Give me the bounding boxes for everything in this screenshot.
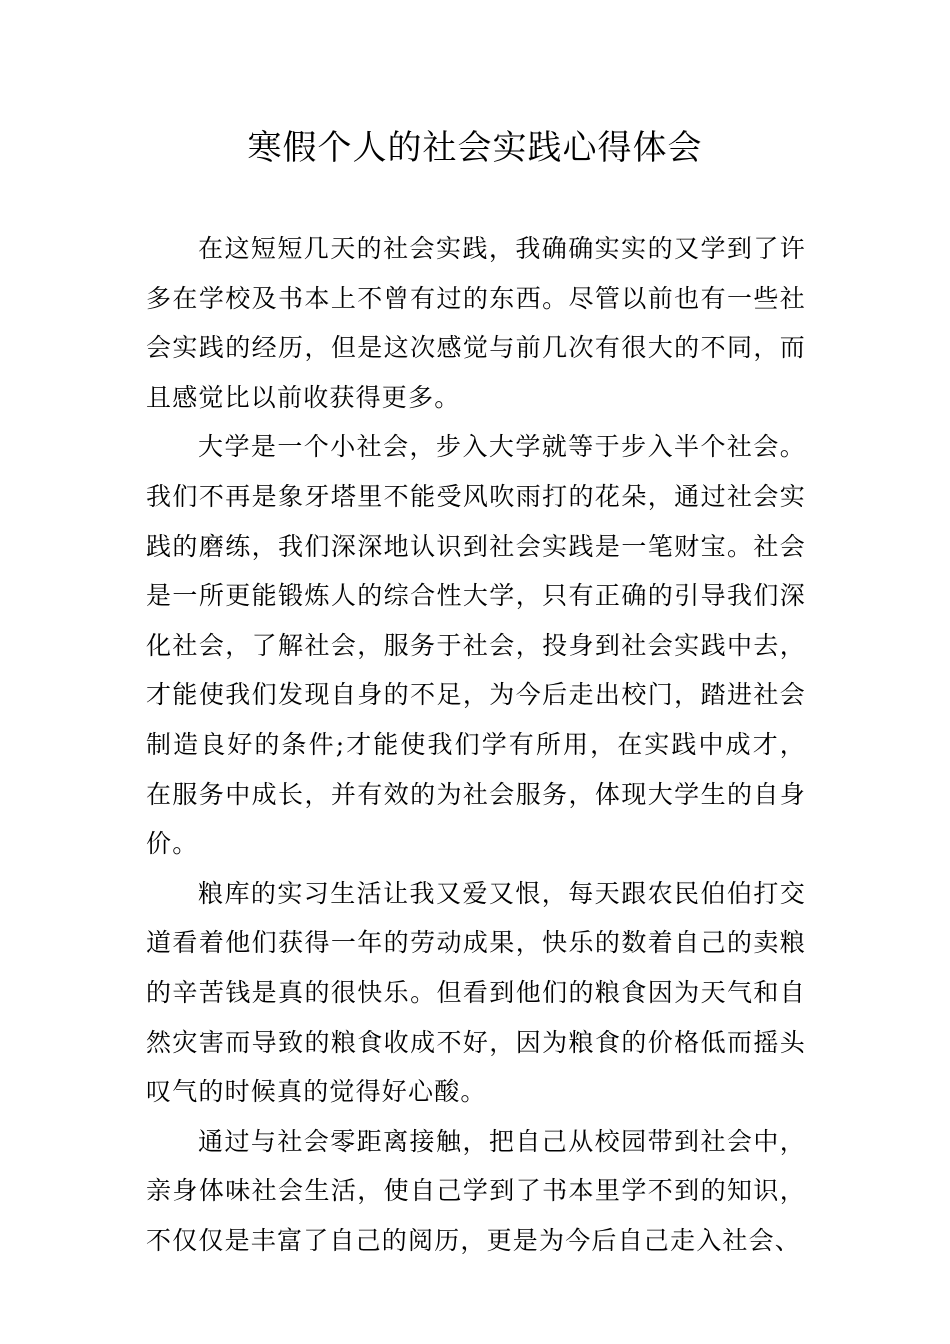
paragraph: 在这短短几天的社会实践，我确确实实的又学到了许多在学校及书本上不曾有过的东西。尽管以前也有一些社会实践的经历，但是这次感觉与前几次有很大的不同，而且感觉比以前收获得更多。 bbox=[146, 234, 806, 412]
paragraph: 粮库的实习生活让我又爱又恨，每天跟农民伯伯打交道看着他们获得一年的劳动成果，快乐的数着自己的卖粮的辛苦钱是真的很快乐。但看到他们的粮食因为天气和自然灾害而导致的粮食收成不好，因为粮食的价格低而摇头叹气的时候真的觉得好心酸。 bbox=[146, 878, 806, 1107]
document-body bbox=[146, 224, 806, 1265]
paragraph: 大学是一个小社会，步入大学就等于步入半个社会。我们不再是象牙塔里不能受风吹雨打的花朵，通过社会实践的磨练，我们深深地认识到社会实践是一笔财宝。社会是一所更能锻炼人的综合性大学，只有正确的引导我们深化社会，了解社会，服务于社会，投身到社会实践中去，才能使我们发现自身的不足，为今后走出校门，踏进社会制造良好的条件;才能使我们学有所用，在实践中成才，在服务中成长，并有效的为社会服务，体现大学生的自身价。 bbox=[146, 432, 806, 859]
document-title: 寒假个人的社会实践心得体会 bbox=[247, 128, 703, 168]
paragraph: 通过与社会零距离接触，把自己从校园带到社会中，亲身体味社会生活，使自己学到了书本里学不到的知识，不仅仅是丰富了自己的阅历，更是为今后自己走入社会、 bbox=[146, 1126, 806, 1255]
